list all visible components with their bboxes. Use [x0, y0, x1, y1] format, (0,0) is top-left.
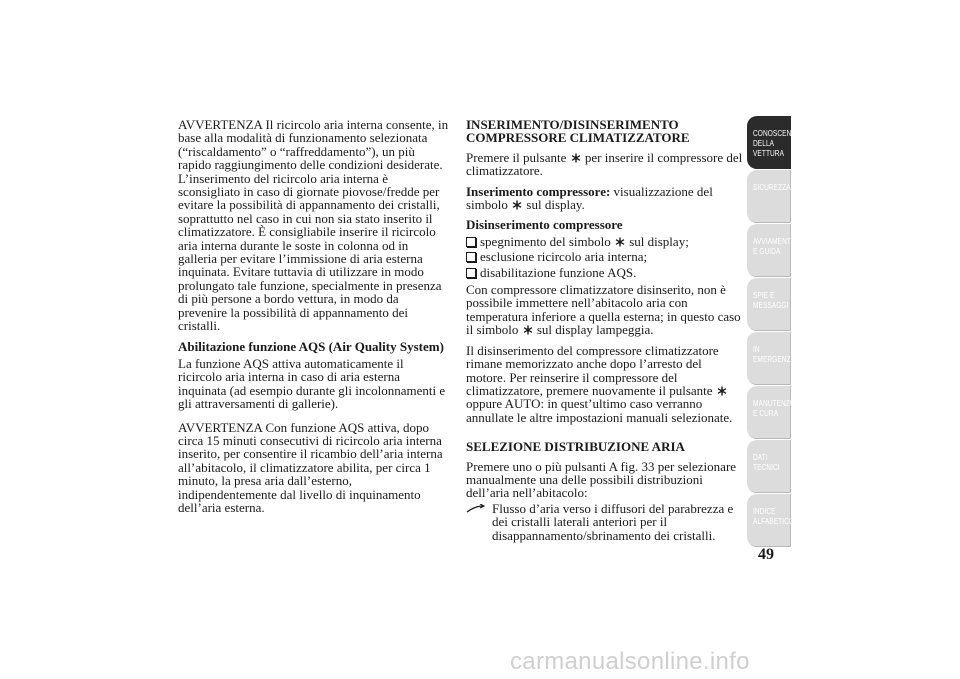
warning-recirculation: AVVERTENZA Il ricircolo aria interna consente, in base alla modalità di funzionamento selezionata (“riscaldamento” o “raffreddamento”), un più rapido raggiungimento delle condizioni desiderate. L’inserimento del ricircolo aria interna è sconsigliato in caso di giornate piovose/fredde per evitare la possibilità di appannamento dei cristalli, soprattutto nel caso in cui non sia stato inserito il climatizzatore. È consigliabile inserire il ricircolo aria interna durante le soste in colonna od in galleria per evitare l’immissione di aria esterna inquinata. Evitare tuttavia di utilizzare in modo prolungato tale funzione, specialmente in presenza di più persone a bordo vettura, in modo da prevenire la possibilità di appannamento dei cristalli. — [178, 117, 449, 334]
aqs-text: La funzione AQS attiva automaticamente il ricircolo aria interna in caso di aria esterna inquinata (ad esempio durante gli incolonnamenti e gli attraversamenti di gallerie). — [178, 355, 446, 412]
snowflake-icon — [571, 153, 581, 163]
disinsert-heading: Disinserimento compressore — [466, 217, 623, 233]
list-item: spegnimento del simbolo sul display; — [466, 235, 744, 248]
distribution-heading: SELEZIONE DISTRIBUZIONE ARIA — [466, 439, 685, 455]
tab-spie-e-messaggi[interactable]: SPIE E MESSAGGI — [747, 278, 791, 331]
snowflake-icon — [717, 386, 727, 396]
list-item: disabilitazione funzione AQS. — [466, 266, 744, 279]
snowflake-icon — [615, 237, 625, 247]
insert-compressor-text: Inserimento compressore: visualizzazione del simbolo sul display. — [466, 183, 713, 213]
tab-dati-tecnici[interactable]: DATI TECNICI — [747, 440, 791, 493]
warning-aqs: AVVERTENZA Con funzione AQS attiva, dopo circa 15 minuti consecutivi di ricircolo aria interna inserito, per consentire il ricambio dell’aria interna all’abitacolo, il climatizzatore abilita, per circa 1 minuto, la presa aria dall’esterno, indipendentemente dal livello di inquinamento dell’aria esterna. — [178, 419, 443, 515]
list-item: Flusso d’aria verso i diffusori del parabrezza e dei cristalli laterali anteriori per il disappannamento/sbrinamento dei cristalli. — [466, 502, 744, 542]
tab-in-emergenza[interactable]: IN EMERGENZA — [747, 332, 791, 385]
right-column — [466, 118, 744, 542]
checkbox-bullet-icon — [466, 268, 476, 278]
checkbox-bullet-icon — [466, 237, 476, 247]
chapter-tabs — [747, 116, 807, 548]
distribution-intro: Premere uno o più pulsanti A fig. 33 per selezionare manualmente una delle possibili distribuzioni dell’aria nell’abitacolo: — [466, 458, 737, 501]
press-button-text: Premere il pulsante per inserire il compressore del climatizzatore. — [466, 149, 743, 179]
tab-conoscenza-della-vettura[interactable]: CONOSCENZA DELLA VETTURA — [747, 116, 791, 169]
checkbox-bullet-icon — [466, 252, 476, 262]
memorized-text: Il disinserimento del compressore climatizzatore rimane memorizzato anche dopo l’arresto del motore. Per reinserire il compressore del climatizzatore, premere nuovamente il pulsante oppure AUTO: in quest’ultimo caso verranno annullate le altre impostazioni manuali selezionate. — [466, 342, 733, 425]
compressor-off-text: Con compressore climatizzatore disinserito, non è possibile immettere nell’abitacolo aria con temperatura inferiore a quella esterna; in questo caso il simbolo sul display lampeggia. — [466, 282, 741, 338]
tab-manutenzione-e-cura[interactable]: MANUTENZIONE E CURA — [747, 386, 791, 439]
watermark: carmanualsonline.info — [510, 648, 750, 675]
list-item: esclusione ricircolo aria interna; — [466, 250, 744, 263]
tab-indice-alfabetico[interactable]: INDICE ALFABETICO — [747, 494, 791, 547]
snowflake-icon — [523, 325, 533, 335]
windshield-airflow-icon — [466, 502, 492, 542]
compressor-heading: INSERIMENTO/DISINSERIMENTO COMPRESSORE CLIMATIZZATORE — [466, 117, 690, 146]
tab-avviamento-e-guida[interactable]: AVVIAMENTO E GUIDA — [747, 224, 791, 277]
aqs-heading: Abilitazione funzione AQS (Air Quality System) — [178, 338, 444, 354]
snowflake-icon — [512, 200, 522, 210]
page-number: 49 — [758, 546, 774, 563]
left-column — [178, 118, 450, 521]
tab-sicurezza[interactable]: SICUREZZA — [747, 170, 791, 223]
